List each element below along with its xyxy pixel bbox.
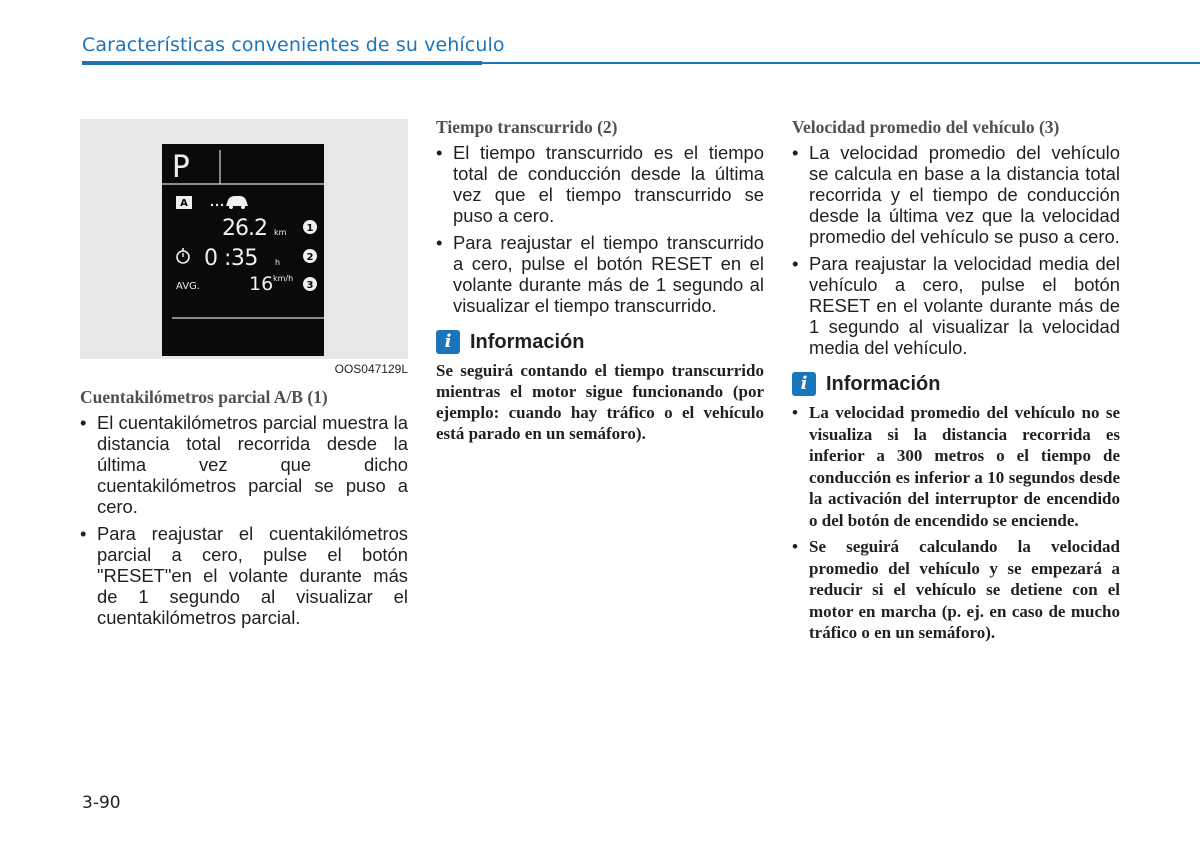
elapsed-time-value: 0 :35 [204,246,258,271]
subheading-average-speed: Velocidad promedio del vehículo (3) [792,117,1060,137]
info-note: Se seguirá contando el tiempo transcurrido mientras el motor sigue funcionando (por ejemplo: cuando hay tráfico o el vehículo está parado en un semáforo). [436,361,764,443]
list-item: • Se seguirá calculando la velocidad promedio del vehículo y se empezará a reducir si el vehículo se detiene con el motor en marcha (p. ej. en caso de mucho tráfico o en un semáforo). [792,536,1120,644]
trip-distance-unit: km [274,228,287,237]
bullet-list [436,142,764,316]
bullet-list [792,142,1120,358]
cluster-figure [80,119,408,359]
trip-distance-value: 26.2 [222,216,267,241]
figure-code: OOS047129L [334,362,408,376]
info-title: Información [470,330,585,353]
stopwatch-icon [177,248,189,263]
column-right [792,117,1120,649]
info-heading [792,372,1120,396]
page-number: 3-90 [82,793,121,813]
list-item: • El cuentakilómetros parcial muestra la distancia total recorrida desde la última vez que dicho cuentakilómetros parcial se puso a cero. [80,412,408,517]
cluster-lcd-display [162,144,324,356]
gear-indicator: P [172,150,191,185]
marker-1: 1 [306,223,314,234]
mode-badge: A [180,198,188,209]
list-item: • Para reajustar la velocidad media del vehículo a cero, pulse el botón RESET en el volante durante más de 1 segundo al visualizar la velocidad media del vehículo. [792,253,1120,358]
info-icon: i [792,372,816,396]
list-item: • La velocidad promedio del vehículo no se visualiza si la distancia recorrida es inferior a 300 metros o el tiempo de conducción es inferior a 10 segundos desde la activación del interruptor de encendido o del botón de encendido se enciende. [792,402,1120,531]
marker-3: 3 [306,280,314,291]
column-middle [436,117,764,444]
bullet-list [80,412,408,628]
avg-label: AVG. [176,281,200,292]
list-item: • Para reajustar el tiempo transcurrido a cero, pulse el botón RESET en el volante durante más de 1 segundo al visualizar el tiempo transcurrido. [436,232,764,316]
subheading-trip-meter: Cuentakilómetros parcial A/B (1) [80,387,328,407]
avg-speed-unit: km/h [273,274,294,283]
elapsed-time-unit: h [275,258,281,267]
info-bullet-list [792,402,1120,644]
info-icon: i [436,330,460,354]
car-icon [211,196,248,209]
section-title: Características convenientes de su vehículo [82,34,505,56]
list-item: • La velocidad promedio del vehículo se calcula en base a la distancia total recorrida y el tiempo de conducción desde la última vez que la velocidad promedio del vehículo se puso a cero. [792,142,1120,247]
info-title: Información [826,372,941,395]
list-item: • Para reajustar el cuentakilómetros parcial a cero, pulse el botón "RESET"en el volante durante más de 1 segundo al visualizar el cuentakilómetros parcial. [80,523,408,628]
info-heading [436,330,764,354]
avg-speed-value: 16 [249,273,274,295]
list-item: • El tiempo transcurrido es el tiempo total de conducción desde la última vez que el tiempo transcurrido se puso a cero. [436,142,764,226]
column-left [80,119,408,634]
header-rule [82,61,482,65]
header-rule-thin [482,62,1200,64]
subheading-elapsed-time: Tiempo transcurrido (2) [436,117,618,137]
marker-2: 2 [306,252,314,263]
